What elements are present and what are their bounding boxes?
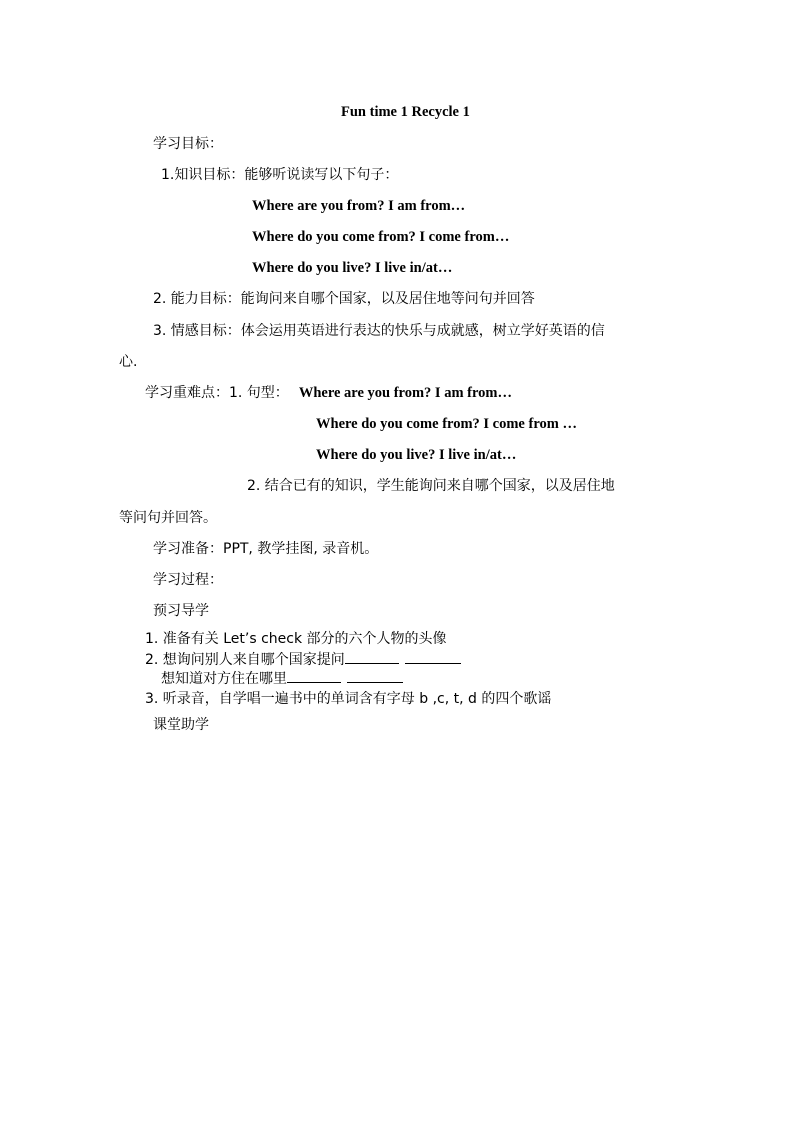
preview-heading: 预习导学: [153, 603, 209, 619]
process-item: 1. 准备有关 Let’s check 部分的六个人物的头像: [145, 631, 447, 647]
preparation: 学习准备：PPT, 教学挂图, 录音机。: [153, 541, 379, 557]
key-point-2-cont: 等问句并回答。: [119, 510, 217, 526]
process-item: [145, 651, 461, 669]
process-item: [161, 670, 403, 688]
key-pattern: Where do you come from? I come from …: [316, 416, 577, 432]
class-heading: 课堂助学: [153, 717, 209, 733]
process-item: 3. 听录音，自学唱一遍书中的单词含有字母 b ,c, t, d 的四个歌谣: [145, 691, 552, 707]
answer-blank: [405, 651, 461, 664]
answer-blank: [347, 670, 403, 683]
process-heading: 学习过程：: [153, 572, 223, 588]
key-pattern: Where are you from? I am from…: [298, 385, 512, 401]
objectives-heading: 学习目标：: [153, 136, 223, 152]
key-points-prefix: 学习重难点：1. 句型：: [145, 385, 289, 401]
answer-blank: [287, 670, 341, 683]
key-pattern: Where do you live? I live in/at…: [316, 447, 517, 463]
knowledge-sentence: Where do you come from? I come from…: [252, 229, 510, 245]
process-item-text: 想知道对方住在哪里: [161, 671, 287, 687]
emotion-objective: 3. 情感目标：体会运用英语进行表达的快乐与成就感，树立学好英语的信: [153, 323, 605, 339]
ability-objective: 2. 能力目标：能询问来自哪个国家，以及居住地等问句并回答: [153, 291, 535, 307]
page-title: Fun time 1 Recycle 1: [341, 104, 470, 120]
knowledge-objective: 1.知识目标：能够听说读写以下句子：: [161, 167, 399, 183]
answer-blank: [345, 651, 399, 664]
process-item-text: 2. 想询问别人来自哪个国家提问: [145, 652, 345, 668]
key-point-2: 2. 结合已有的知识，学生能询问来自哪个国家，以及居住地: [247, 478, 615, 494]
knowledge-sentence: Where do you live? I live in/at…: [252, 260, 453, 276]
key-points-line: [145, 384, 512, 402]
emotion-objective-cont: 心.: [119, 354, 138, 370]
knowledge-sentence: Where are you from? I am from…: [252, 198, 466, 214]
